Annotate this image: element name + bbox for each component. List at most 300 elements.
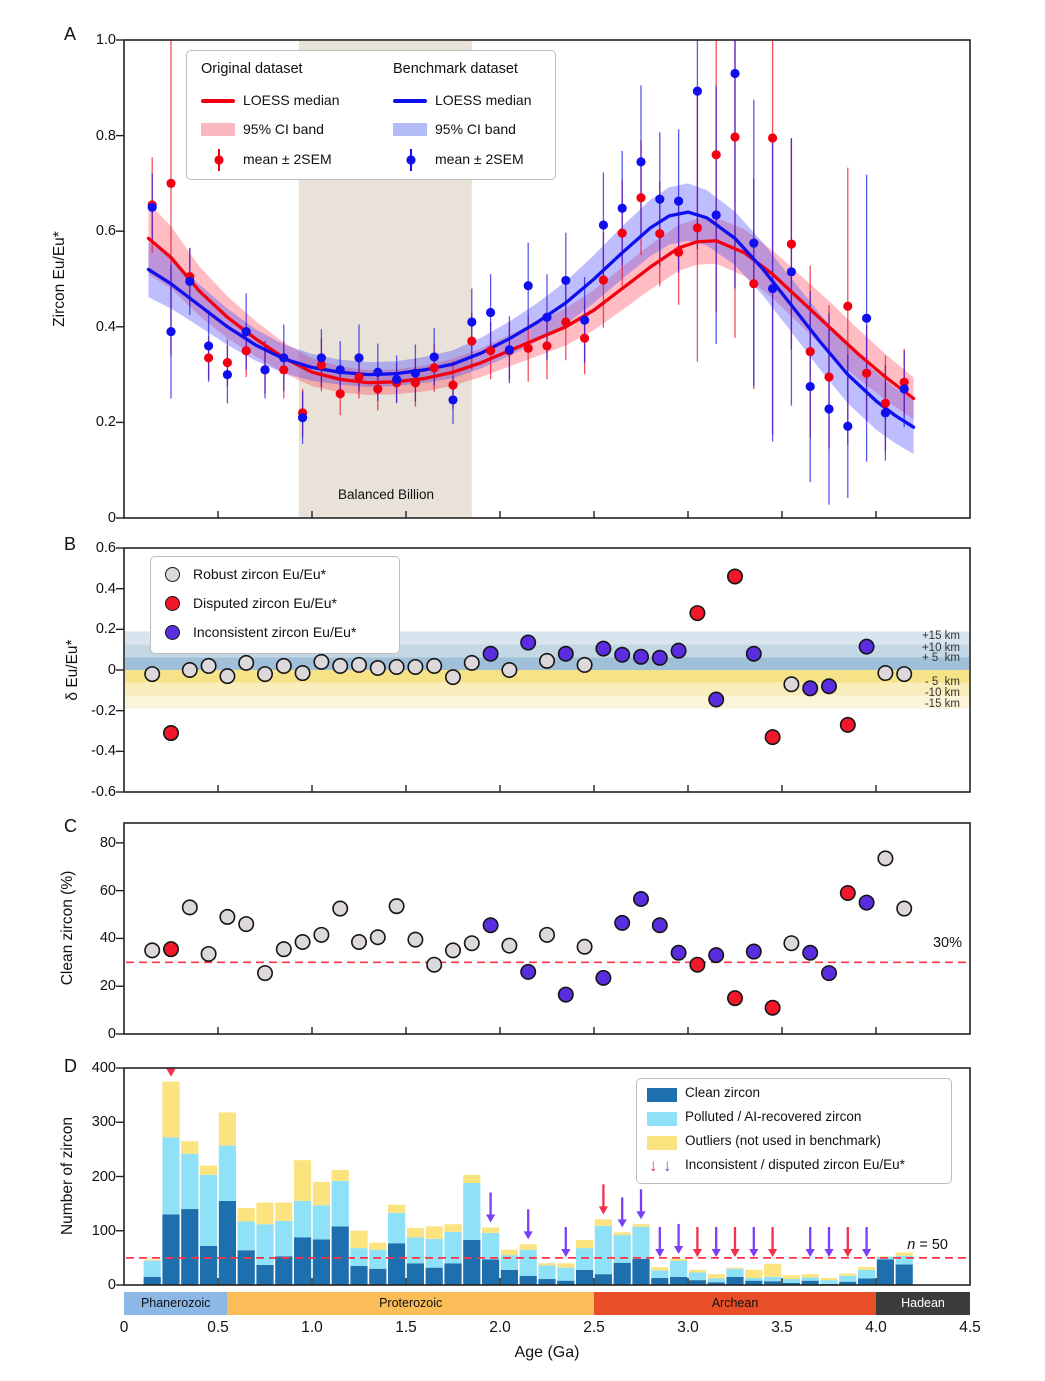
inconsistent-point bbox=[859, 639, 873, 653]
clean-bar-segment bbox=[501, 1270, 518, 1285]
inconsistent-point bbox=[747, 944, 761, 958]
robust-point bbox=[446, 670, 460, 684]
outlier-bar-segment bbox=[557, 1263, 574, 1267]
robust-point bbox=[333, 901, 347, 915]
blue-mean-point bbox=[693, 87, 702, 96]
outlier-bar-segment bbox=[162, 1082, 179, 1138]
blue-mean-point bbox=[317, 353, 326, 362]
clean-bar-segment bbox=[388, 1243, 405, 1285]
polluted-bar-segment bbox=[407, 1237, 424, 1263]
inconsistent-point bbox=[634, 650, 648, 664]
robust-point bbox=[258, 966, 272, 980]
polluted-bar-segment bbox=[670, 1261, 687, 1277]
robust-point bbox=[465, 656, 479, 670]
era-label: Phanerozoic bbox=[140, 1296, 211, 1310]
robust-point bbox=[577, 658, 591, 672]
inconsistent-point bbox=[483, 918, 497, 932]
robust-point bbox=[183, 900, 197, 914]
red-mean-point bbox=[279, 365, 288, 374]
outlier-bar-segment bbox=[839, 1274, 856, 1276]
clean-bar-segment bbox=[332, 1226, 349, 1285]
clean-bar-segment bbox=[219, 1201, 236, 1285]
blue-mean-point bbox=[298, 413, 307, 422]
purple-outlier-arrowhead bbox=[561, 1249, 570, 1257]
robust-point bbox=[258, 667, 272, 681]
red-mean-point bbox=[354, 372, 363, 381]
polluted-bar-segment bbox=[557, 1268, 574, 1281]
panel-a-ytick-label: 1.0 bbox=[95, 32, 116, 48]
panel-b-ylabel: δ Eu/Eu* bbox=[64, 639, 81, 701]
outlier-bar-segment bbox=[482, 1227, 499, 1232]
legend-ci-swatch-benchmark bbox=[393, 123, 427, 136]
panel-a-ytick-label: 0.6 bbox=[95, 223, 116, 240]
legend-benchmark-title: Benchmark dataset bbox=[393, 61, 518, 77]
panel-a-legend bbox=[186, 50, 556, 180]
panel-c-ytick-label: 20 bbox=[99, 978, 116, 995]
robust-point bbox=[220, 669, 234, 683]
outlier-bar-segment bbox=[313, 1182, 330, 1205]
clean-bar-segment bbox=[651, 1278, 668, 1285]
outlier-bar-segment bbox=[369, 1243, 386, 1250]
red-mean-point bbox=[806, 347, 815, 356]
outlier-bar-segment bbox=[181, 1141, 198, 1153]
red-mean-point bbox=[524, 344, 533, 353]
inconsistent-point bbox=[803, 946, 817, 960]
inconsistent-point bbox=[859, 895, 873, 909]
clean-bar-segment bbox=[896, 1264, 913, 1285]
blue-mean-point bbox=[712, 210, 721, 219]
robust-point bbox=[446, 943, 460, 957]
blue-mean-point bbox=[373, 368, 382, 377]
polluted-bar-segment bbox=[238, 1222, 255, 1251]
red-outlier-arrowhead bbox=[768, 1249, 777, 1257]
inconsistent-point bbox=[559, 987, 573, 1001]
blue-mean-point bbox=[392, 375, 401, 384]
inconsistent-point bbox=[653, 918, 667, 932]
clean-bar-segment bbox=[162, 1214, 179, 1285]
x-axis-tick-label: 3.5 bbox=[771, 1319, 793, 1336]
outlier-bar-segment bbox=[726, 1268, 743, 1269]
polluted-bar-segment bbox=[332, 1181, 349, 1227]
robust-point bbox=[784, 677, 798, 691]
robust-point bbox=[540, 654, 554, 668]
legend-ci-label-benchmark: 95% CI band bbox=[435, 121, 516, 137]
robust-point bbox=[220, 910, 234, 924]
panel-d-ylabel: Number of zircon bbox=[59, 1116, 76, 1236]
legend-inconsistent-label: Inconsistent zircon Eu/Eu* bbox=[193, 624, 357, 640]
red-mean-point bbox=[787, 240, 796, 249]
outlier-bar-segment bbox=[802, 1274, 819, 1277]
purple-arrow-icon: ↓ bbox=[663, 1156, 672, 1175]
polluted-bar-segment bbox=[313, 1205, 330, 1239]
red-outlier-arrowhead bbox=[693, 1249, 702, 1257]
outlier-bar-segment bbox=[632, 1224, 649, 1227]
outlier-bar-segment bbox=[444, 1224, 461, 1232]
outlier-bar-segment bbox=[388, 1205, 405, 1213]
x-axis-tick-label: 1.0 bbox=[301, 1319, 323, 1336]
outlier-bar-segment bbox=[783, 1275, 800, 1279]
robust-point bbox=[389, 899, 403, 913]
blue-mean-point bbox=[561, 276, 570, 285]
blue-mean-point bbox=[166, 327, 175, 336]
polluted-bar-segment bbox=[520, 1250, 537, 1276]
robust-point bbox=[897, 901, 911, 915]
robust-point bbox=[352, 935, 366, 949]
legend-ci-swatch-original bbox=[201, 123, 235, 136]
polluted-bar-segment bbox=[538, 1265, 555, 1279]
red-outlier-arrowhead bbox=[730, 1249, 739, 1257]
robust-point bbox=[183, 663, 197, 677]
blue-mean-point bbox=[730, 69, 739, 78]
inconsistent-point bbox=[709, 692, 723, 706]
inconsistent-point bbox=[521, 965, 535, 979]
outlier-bar-segment bbox=[407, 1228, 424, 1237]
disputed-point bbox=[690, 958, 704, 972]
clean-bar-segment bbox=[275, 1256, 292, 1285]
panel-c-ytick-label: 60 bbox=[99, 882, 116, 899]
blue-mean-point bbox=[448, 395, 457, 404]
outlier-bar-segment bbox=[576, 1240, 593, 1248]
legend-mean-marker-benchmark bbox=[399, 147, 423, 173]
blue-mean-point bbox=[768, 284, 777, 293]
clean-bar-segment bbox=[726, 1277, 743, 1285]
robust-point bbox=[314, 655, 328, 669]
red-mean-point bbox=[655, 229, 664, 238]
outlier-bar-segment bbox=[219, 1112, 236, 1145]
legend-loess-label-benchmark: LOESS median bbox=[435, 92, 532, 108]
threshold-n50-label bbox=[852, 1237, 948, 1253]
robust-point bbox=[389, 660, 403, 674]
elevation-band bbox=[125, 683, 969, 696]
polluted-bar-segment bbox=[144, 1261, 161, 1277]
blue-mean-point bbox=[824, 404, 833, 413]
x-axis-tick-label: 2.0 bbox=[489, 1319, 511, 1336]
clean-bar-segment bbox=[670, 1277, 687, 1285]
panel-d-letter: D bbox=[64, 1056, 77, 1076]
red-mean-point bbox=[862, 369, 871, 378]
outlier-bar-segment bbox=[651, 1267, 668, 1270]
polluted-bar-segment bbox=[764, 1277, 781, 1281]
clean-bar-segment bbox=[595, 1274, 612, 1285]
panel-b-ytick-label: 0 bbox=[107, 662, 116, 678]
blue-mean-point bbox=[542, 313, 551, 322]
purple-outlier-arrowhead bbox=[655, 1249, 664, 1257]
x-axis-label: Age (Ga) bbox=[514, 1344, 580, 1361]
polluted-bar-segment bbox=[200, 1175, 217, 1246]
robust-point bbox=[784, 936, 798, 950]
polluted-bar-segment bbox=[576, 1248, 593, 1270]
purple-outlier-arrowhead bbox=[712, 1249, 721, 1257]
disputed-point bbox=[841, 886, 855, 900]
robust-point bbox=[540, 928, 554, 942]
purple-outlier-arrowhead bbox=[824, 1249, 833, 1257]
robust-point bbox=[314, 928, 328, 942]
blue-mean-point bbox=[411, 369, 420, 378]
blue-mean-point bbox=[242, 327, 251, 336]
red-outlier-arrowhead bbox=[166, 1069, 175, 1077]
blue-mean-point bbox=[505, 345, 514, 354]
red-mean-point bbox=[467, 337, 476, 346]
polluted-bar-segment bbox=[595, 1226, 612, 1274]
panel-d-legend bbox=[636, 1078, 952, 1184]
depth-band-label: +15 km bbox=[921, 630, 960, 643]
clean-bar-segment bbox=[632, 1259, 649, 1285]
panel-c-ytick-label: 0 bbox=[107, 1026, 116, 1042]
red-mean-point bbox=[618, 229, 627, 238]
blue-mean-point bbox=[806, 382, 815, 391]
red-mean-point bbox=[430, 363, 439, 372]
blue-mean-point bbox=[618, 204, 627, 213]
inconsistent-point bbox=[615, 916, 629, 930]
robust-point bbox=[145, 943, 159, 957]
legend-mean-label-benchmark: mean ± 2SEM bbox=[435, 151, 524, 167]
purple-outlier-arrowhead bbox=[618, 1219, 627, 1227]
inconsistent-point bbox=[822, 966, 836, 980]
legend-loess-swatch-benchmark bbox=[393, 99, 427, 103]
polluted-bar-segment bbox=[689, 1273, 706, 1281]
blue-mean-point bbox=[467, 317, 476, 326]
outlier-bar-segment bbox=[238, 1208, 255, 1222]
blue-mean-point bbox=[336, 365, 345, 374]
outlier-bar-segment bbox=[670, 1259, 687, 1261]
blue-mean-point bbox=[674, 196, 683, 205]
inconsistent-point bbox=[596, 971, 610, 985]
purple-outlier-arrowhead bbox=[806, 1249, 815, 1257]
outlier-bar-segment bbox=[595, 1219, 612, 1226]
polluted-bar-segment bbox=[802, 1277, 819, 1280]
clean-bar-segment bbox=[238, 1250, 255, 1285]
panel-d-ytick-label: 400 bbox=[91, 1060, 116, 1076]
polluted-bar-segment bbox=[181, 1154, 198, 1209]
outlier-bar-segment bbox=[858, 1267, 875, 1270]
polluted-bar-segment bbox=[294, 1201, 311, 1237]
legend-ci-label-original: 95% CI band bbox=[243, 121, 324, 137]
outlier-bar-segment bbox=[689, 1270, 706, 1273]
robust-marker-icon bbox=[165, 567, 180, 582]
legend-original-title: Original dataset bbox=[201, 61, 303, 77]
blue-mean-point bbox=[524, 281, 533, 290]
blue-ci-band bbox=[148, 183, 913, 454]
clean-bar-segment bbox=[538, 1279, 555, 1285]
clean-bar-segment bbox=[877, 1260, 894, 1285]
x-axis-tick-label: 2.5 bbox=[583, 1319, 605, 1336]
red-mean-point bbox=[223, 358, 232, 367]
disputed-point bbox=[164, 942, 178, 956]
outlier-bar-segment bbox=[877, 1256, 894, 1257]
purple-outlier-arrowhead bbox=[636, 1211, 645, 1219]
panel-d-ytick-label: 200 bbox=[91, 1168, 116, 1185]
polluted-bar-segment bbox=[632, 1227, 649, 1259]
panel-a-ylabel: Zircon Eu/Eu* bbox=[51, 231, 68, 327]
robust-point bbox=[577, 940, 591, 954]
panel-a-ytick-label: 0.2 bbox=[95, 414, 116, 431]
red-mean-point bbox=[242, 346, 251, 355]
robust-point bbox=[352, 658, 366, 672]
n50-italic-n: n bbox=[907, 1237, 916, 1253]
blue-mean-point bbox=[881, 408, 890, 417]
outlier-bar-segment bbox=[463, 1175, 480, 1183]
inconsistent-marker-icon bbox=[165, 625, 180, 640]
outlier-bar-segment bbox=[256, 1203, 273, 1225]
blue-mean-point bbox=[185, 277, 194, 286]
blue-mean-point bbox=[636, 157, 645, 166]
clean-bar-segment bbox=[463, 1240, 480, 1285]
inconsistent-point bbox=[671, 643, 685, 657]
clean-bar-segment bbox=[256, 1265, 273, 1285]
blue-mean-point bbox=[900, 384, 909, 393]
x-axis-tick-label: 3.0 bbox=[677, 1319, 699, 1336]
blue-mean-point bbox=[204, 341, 213, 350]
blue-mean-point bbox=[862, 314, 871, 323]
clean-bar-segment bbox=[520, 1276, 537, 1285]
inconsistent-point bbox=[747, 647, 761, 661]
blue-mean-point bbox=[430, 352, 439, 361]
disputed-point bbox=[728, 569, 742, 583]
x-axis-tick-label: 0 bbox=[119, 1319, 129, 1336]
purple-outlier-arrowhead bbox=[524, 1231, 533, 1239]
elevation-band bbox=[125, 696, 969, 709]
panel-b-ytick-label: 0.2 bbox=[95, 621, 116, 638]
polluted-bar-segment bbox=[651, 1270, 668, 1278]
robust-point bbox=[371, 661, 385, 675]
depth-band-label: - 5 km bbox=[924, 675, 960, 688]
red-arrow-icon: ↓ bbox=[649, 1156, 658, 1175]
blue-mean-point bbox=[787, 267, 796, 276]
panel-b-ytick-label: -0.6 bbox=[91, 784, 116, 800]
balanced-billion-label: Balanced Billion bbox=[337, 487, 435, 502]
red-mean-point bbox=[448, 381, 457, 390]
clean-bar-segment bbox=[614, 1263, 631, 1285]
robust-point bbox=[427, 958, 441, 972]
red-mean-point bbox=[336, 389, 345, 398]
red-mean-point bbox=[881, 399, 890, 408]
blue-mean-point bbox=[148, 203, 157, 212]
robust-point bbox=[277, 659, 291, 673]
era-label: Archean bbox=[711, 1296, 759, 1310]
clean-zircon-swatch bbox=[647, 1088, 677, 1102]
inconsistent-point bbox=[634, 892, 648, 906]
threshold-30pct-label: 30% bbox=[932, 935, 962, 951]
polluted-bar-segment bbox=[256, 1224, 273, 1265]
clean-bar-segment bbox=[482, 1260, 499, 1285]
polluted-bar-segment bbox=[708, 1278, 725, 1282]
depth-band-label: -15 km bbox=[924, 697, 960, 710]
red-mean-point bbox=[486, 346, 495, 355]
legend-mean-marker-original bbox=[207, 147, 231, 173]
panel-b-ytick-label: -0.4 bbox=[91, 743, 116, 760]
outliers-swatch bbox=[647, 1136, 677, 1150]
red-mean-point bbox=[674, 248, 683, 257]
legend-loess-swatch-original bbox=[201, 99, 235, 103]
disputed-point bbox=[841, 718, 855, 732]
red-outlier-arrowhead bbox=[599, 1206, 608, 1214]
inconsistent-point bbox=[559, 647, 573, 661]
outlier-bar-segment bbox=[708, 1274, 725, 1278]
panel-c-letter: C bbox=[64, 816, 77, 836]
legend-clean-label: Clean zircon bbox=[685, 1085, 761, 1100]
clean-bar-segment bbox=[350, 1266, 367, 1285]
red-mean-point bbox=[749, 279, 758, 288]
robust-point bbox=[408, 932, 422, 946]
blue-mean-point bbox=[843, 422, 852, 431]
blue-mean-point bbox=[223, 370, 232, 379]
blue-mean-point bbox=[749, 239, 758, 248]
robust-point bbox=[201, 947, 215, 961]
disputed-point bbox=[765, 1001, 779, 1015]
panel-d-ytick-label: 0 bbox=[107, 1277, 116, 1293]
red-mean-point bbox=[768, 133, 777, 142]
red-mean-point bbox=[636, 193, 645, 202]
robust-point bbox=[465, 936, 479, 950]
panel-b-ytick-label: 0.4 bbox=[95, 580, 116, 597]
robust-point bbox=[502, 938, 516, 952]
outlier-bar-segment bbox=[294, 1160, 311, 1201]
inconsistent-point bbox=[596, 641, 610, 655]
polluted-bar-segment bbox=[162, 1137, 179, 1214]
robust-point bbox=[145, 667, 159, 681]
robust-point bbox=[239, 656, 253, 670]
polluted-bar-segment bbox=[388, 1213, 405, 1243]
legend-outliers-label: Outliers (not used in benchmark) bbox=[685, 1133, 881, 1148]
panel-b-ytick-label: -0.2 bbox=[91, 702, 116, 719]
clean-bar-segment bbox=[144, 1277, 161, 1285]
purple-outlier-arrowhead bbox=[749, 1249, 758, 1257]
disputed-point bbox=[690, 606, 704, 620]
outlier-bar-segment bbox=[501, 1250, 518, 1255]
inconsistent-point bbox=[709, 948, 723, 962]
clean-bar-segment bbox=[444, 1263, 461, 1285]
clean-bar-segment bbox=[858, 1278, 875, 1285]
red-mean-point bbox=[166, 179, 175, 188]
robust-point bbox=[408, 660, 422, 674]
red-mean-point bbox=[730, 132, 739, 141]
legend-disputed-label: Disputed zircon Eu/Eu* bbox=[193, 595, 337, 611]
elevation-band bbox=[125, 670, 969, 683]
legend-robust-label: Robust zircon Eu/Eu* bbox=[193, 566, 327, 582]
panel-c-ytick-label: 80 bbox=[99, 834, 116, 851]
panel-b-letter: B bbox=[64, 534, 77, 554]
disputed-marker-icon bbox=[165, 596, 180, 611]
panel-a-ytick-label: 0.4 bbox=[95, 318, 116, 335]
purple-outlier-arrowhead bbox=[674, 1246, 683, 1254]
red-mean-point bbox=[599, 275, 608, 284]
outlier-bar-segment bbox=[520, 1244, 537, 1249]
outlier-bar-segment bbox=[745, 1270, 762, 1278]
polluted-bar-segment bbox=[275, 1221, 292, 1256]
polluted-bar-segment bbox=[783, 1279, 800, 1283]
red-mean-point bbox=[580, 334, 589, 343]
purple-outlier-arrowhead bbox=[486, 1214, 495, 1222]
clean-bar-segment bbox=[407, 1263, 424, 1285]
outlier-bar-segment bbox=[614, 1232, 631, 1235]
disputed-point bbox=[164, 726, 178, 740]
x-axis-tick-label: 4.0 bbox=[865, 1319, 887, 1336]
robust-point bbox=[502, 663, 516, 677]
panel-d-ytick-label: 300 bbox=[91, 1114, 116, 1131]
panel-d-ytick-label: 100 bbox=[91, 1222, 116, 1239]
polluted-bar-segment bbox=[839, 1276, 856, 1282]
outlier-bar-segment bbox=[538, 1263, 555, 1265]
outlier-bar-segment bbox=[275, 1203, 292, 1221]
disputed-point bbox=[728, 991, 742, 1005]
legend-mean-label-original: mean ± 2SEM bbox=[243, 151, 332, 167]
inconsistent-point bbox=[521, 635, 535, 649]
inconsistent-point bbox=[653, 651, 667, 665]
legend-polluted-label: Polluted / AI-recovered zircon bbox=[685, 1109, 862, 1124]
blue-mean-point bbox=[486, 308, 495, 317]
inconsistent-point bbox=[803, 681, 817, 695]
era-label: Hadean bbox=[901, 1296, 945, 1310]
